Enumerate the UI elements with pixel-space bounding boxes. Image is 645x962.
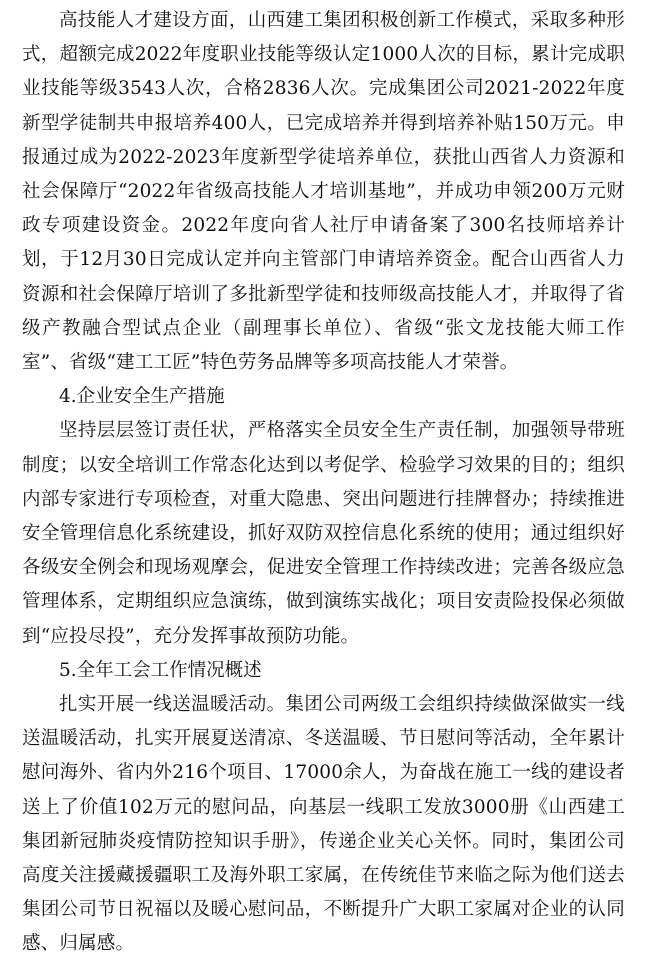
document-page <box>22 4 625 962</box>
section-heading-union-work: 5.全年工会工作情况概述 <box>59 659 262 681</box>
paragraph-high-skill-talent: 高技能人才建设方面，山西建工集团积极创新工作模式，采取多种形式，超额完成2022年度职业技能等级认定1000人次的目标，累计完成职业技能等级3543人次，合格2836人次。完成集团公司2021-2022年度新型学徒制共申报培养400人，已完成培养并得到培养补贴150万元。申报通过成为2022-2023年度新型学徒培养单位，获批山西省人力资源和社会保障厅“2022年省级高技能人才培训基地”，并成功申领200万元财政专项建设资金。2022年度向省人社厅申请备案了300名技师培养计划，于12月30日完成认定并向主管部门申请培养资金。配合山西省人力资源和社会保障厅培训了多批新型学徒和技师级高技能人才，并取得了省级产教融合型试点企业（副理事长单位）、省级“张文龙技能大师工作室”、省级“建工工匠”特色劳务品牌等多项高技能人才荣誉。 <box>22 10 625 374</box>
section-heading-safety-production: 4.企业安全生产措施 <box>59 386 225 408</box>
paragraph-union-activities: 扎实开展一线送温暖活动。集团公司两级工会组织持续做深做实一线送温暖活动，扎实开展夏送清凉、冬送温暖、节日慰问等活动，全年累计慰问海外、省内外216个项目、17000余人，为奋战在施工一线的建设者送上了价值102万元的慰问品，向基层一线职工发放3000册《山西建工集团新冠肺炎疫情防控知识手册》，传递企业关心关怀。同时，集团公司高度关注援藏援疆职工及海外职工家属，在传统佳节来临之际为他们送去集团公司节日祝福以及暖心慰问品，不断提升广大职工家属对企业的认同感、归属感。 <box>22 694 625 955</box>
paragraph-safety-measures: 坚持层层签订责任状，严格落实全员安全生产责任制，加强领导带班制度；以安全培训工作常态化达到以考促学、检验学习效果的目的；组织内部专家进行专项检查，对重大隐患、突出问题进行挂牌督办；持续推进安全管理信息化系统建设，抓好双防双控信息化系统的使用；通过组织好各级安全例会和现场观摩会，促进安全管理工作持续改进；完善各级应急管理体系，定期组织应急演练，做到演练实战化；项目安责险投保必须做到“应投尽投”，充分发挥事故预防功能。 <box>22 420 625 647</box>
